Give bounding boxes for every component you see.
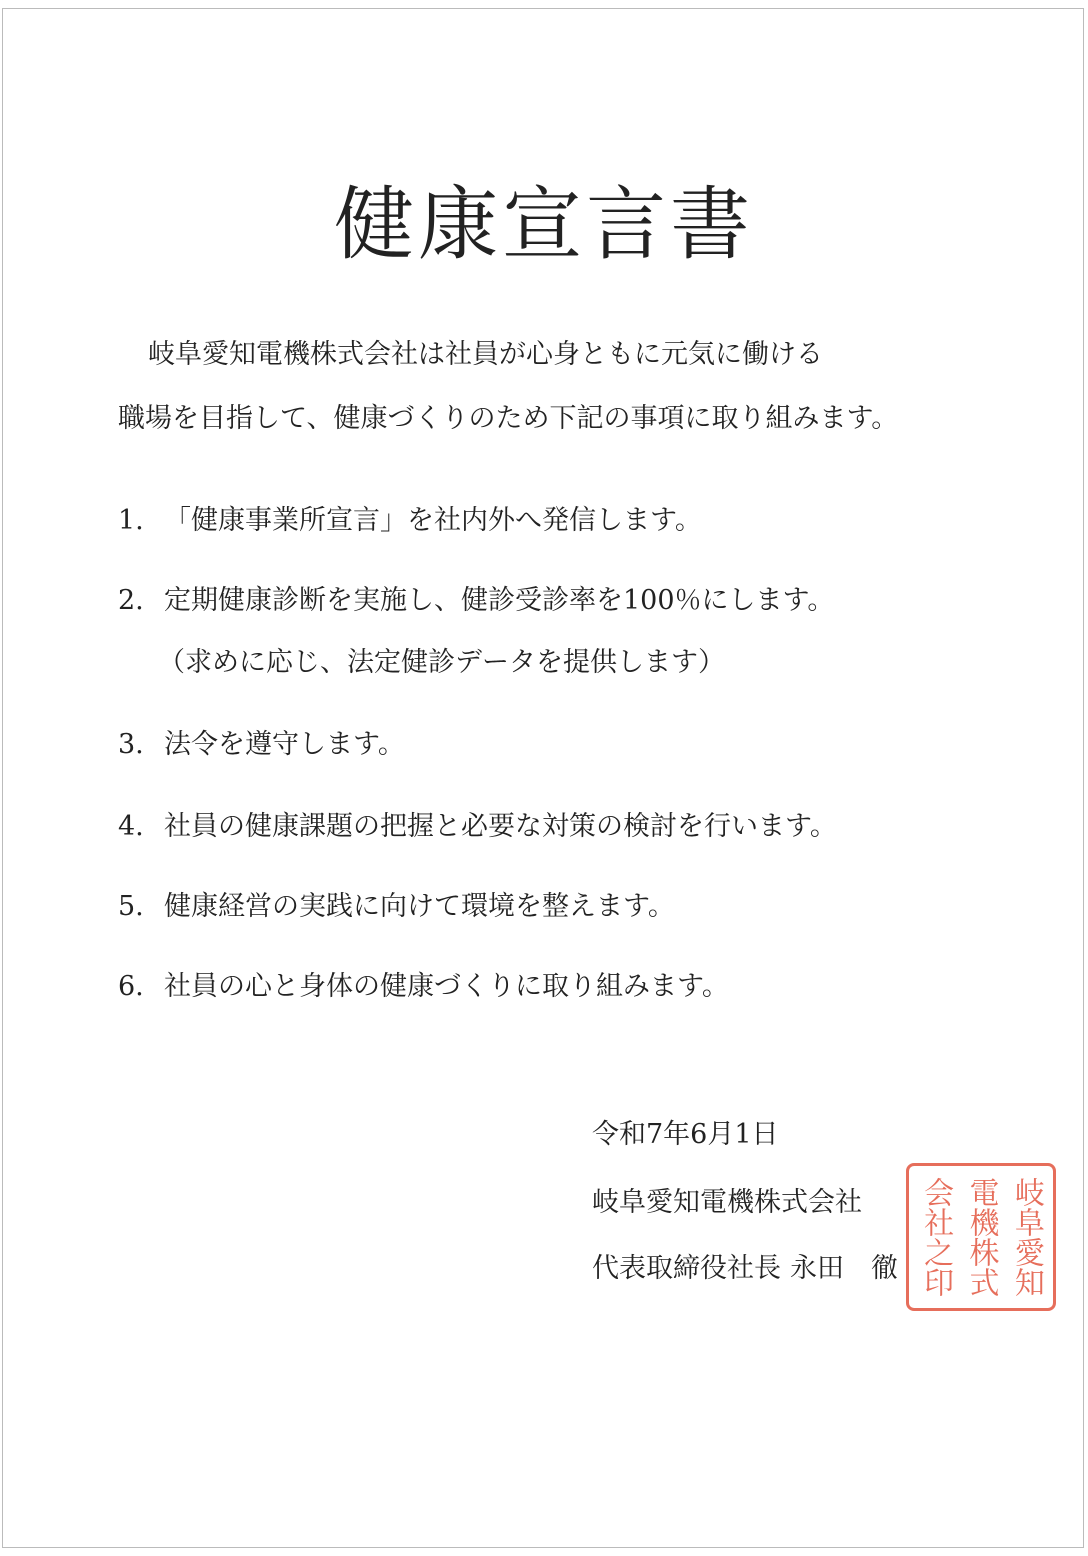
item-text: 「健康事業所宣言」を社内外へ発信します。 xyxy=(164,505,702,536)
item-text: 健康経営の実践に向けて環境を整えます。 xyxy=(164,891,675,922)
list-item-3 xyxy=(118,722,405,761)
item-number: 3. xyxy=(118,729,144,760)
item-number: 2. xyxy=(118,585,144,616)
list-item-5 xyxy=(118,884,675,923)
stamp-column: 岐阜愛知 xyxy=(1008,1177,1044,1297)
item-text: 法令を遵守します。 xyxy=(164,729,405,760)
list-item-6 xyxy=(118,964,729,1003)
signature-date: 令和7年6月1日 xyxy=(592,1119,779,1150)
item-number: 1. xyxy=(118,505,144,536)
document-title: 健康宣言書 xyxy=(334,178,754,271)
list-item-2 xyxy=(118,578,834,617)
intro-line-1: 岐阜愛知電機株式会社は社員が心身ともに元気に働ける xyxy=(148,339,823,370)
list-item-1 xyxy=(118,498,702,537)
item-text: 社員の心と身体の健康づくりに取り組みます。 xyxy=(164,971,729,1002)
item-number: 4. xyxy=(118,811,144,842)
item-number: 6. xyxy=(118,971,144,1002)
signature-company: 岐阜愛知電機株式会社 xyxy=(592,1187,862,1218)
list-item-2-note: （求めに応じ、法定健診データを提供します） xyxy=(158,647,725,678)
signature-position: 代表取締役社長 xyxy=(592,1253,781,1284)
company-seal-stamp xyxy=(906,1163,1056,1311)
signature-name: 永田 徹 xyxy=(790,1253,898,1284)
stamp-column: 電機株式 xyxy=(963,1177,999,1297)
stamp-column: 会社之印 xyxy=(918,1177,954,1297)
item-text: 社員の健康課題の把握と必要な対策の検討を行います。 xyxy=(164,811,837,842)
list-item-4 xyxy=(118,804,837,843)
item-number: 5. xyxy=(118,891,144,922)
intro-line-2: 職場を目指して、健康づくりのため下記の事項に取り組みます。 xyxy=(118,403,899,434)
item-text: 定期健康診断を実施し、健診受診率を100％にします。 xyxy=(164,585,835,616)
